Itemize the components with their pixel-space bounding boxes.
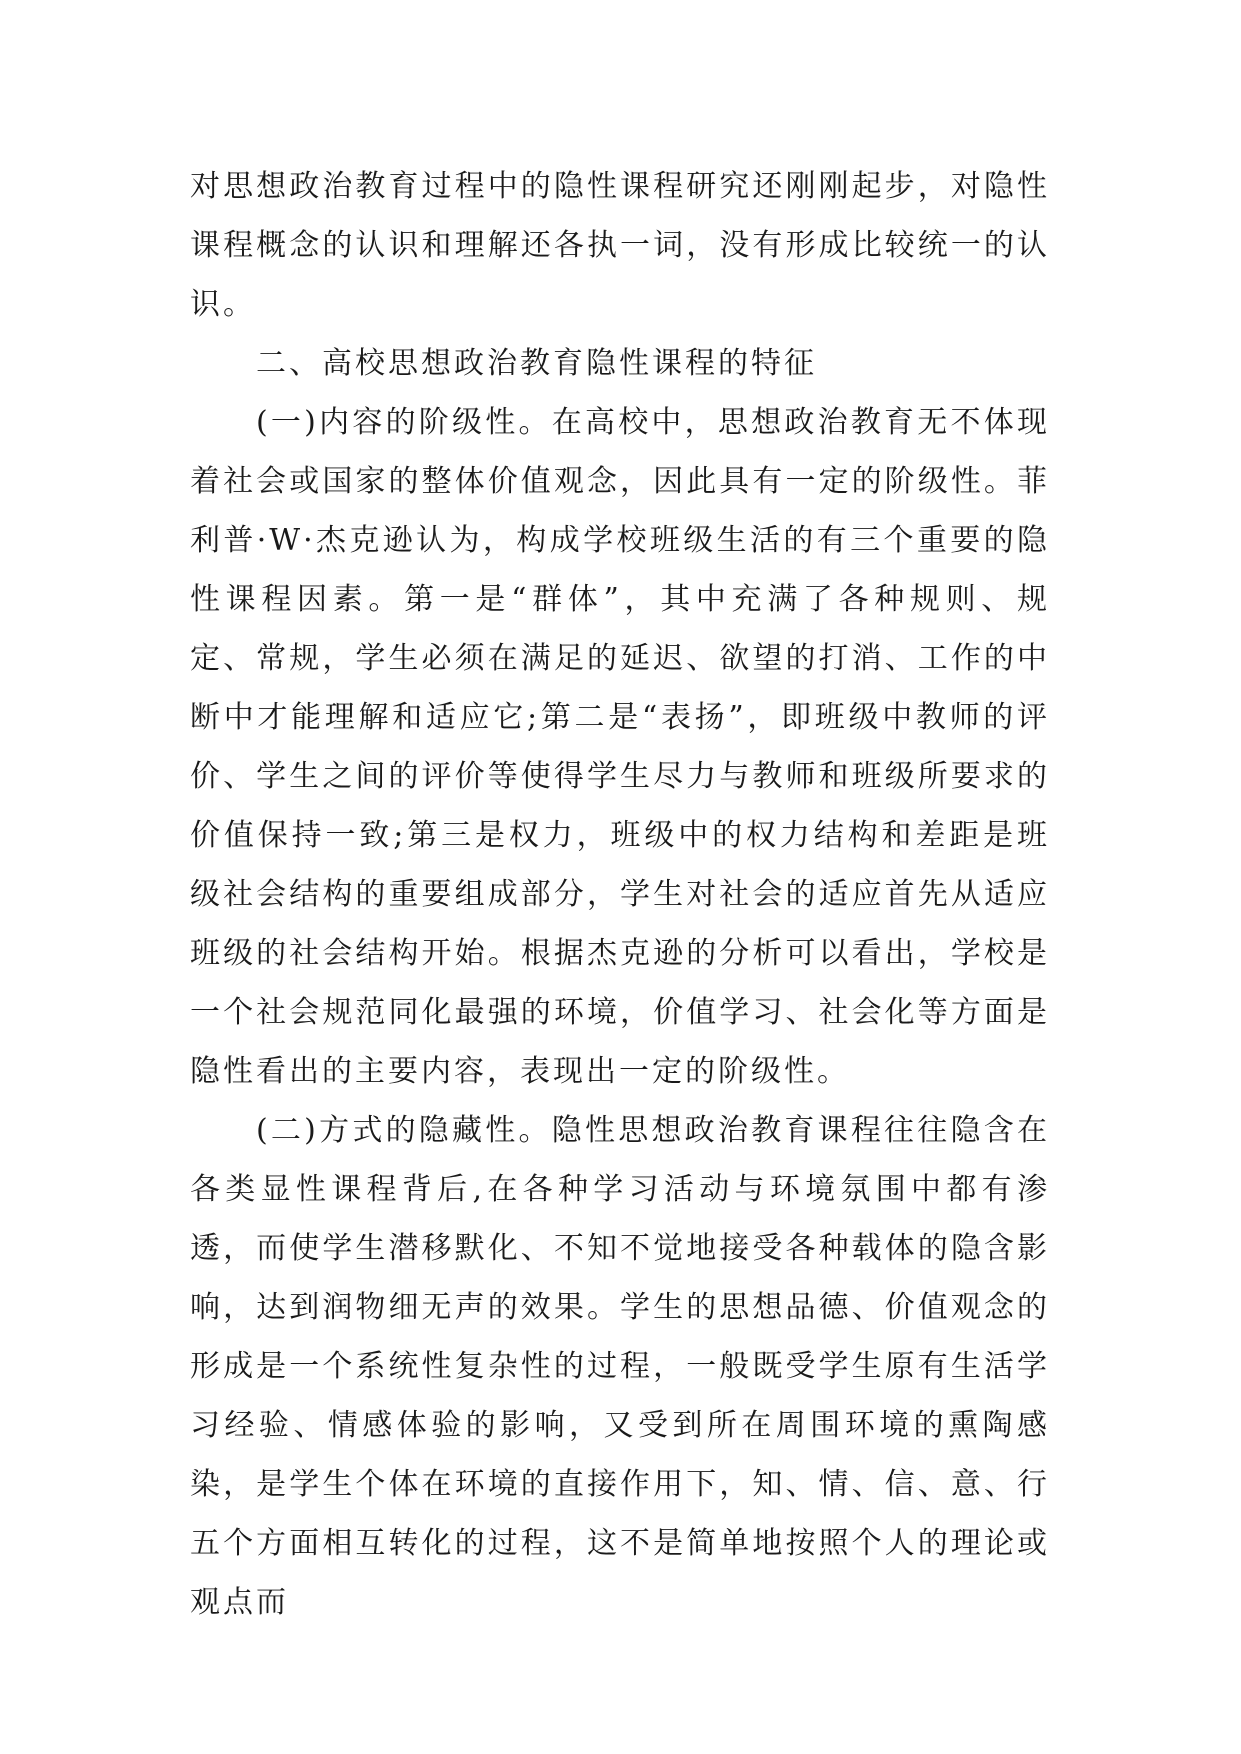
- paragraph-intro: 对思想政治教育过程中的隐性课程研究还刚刚起步，对隐性课程概念的认识和理解还各执一词，没有形成比较统一的认识。: [190, 169, 1050, 322]
- paragraph-class-nature: (一)内容的阶级性。在高校中，思想政治教育无不体现着社会或国家的整体价值观念，因此具有一定的阶级性。菲利普·W·杰克逊认为，构成学校班级生活的有三个重要的隐性课程因素。第一是“群体”，其中充满了各种规则、规定、常规，学生必须在满足的延迟、欲望的打消、工作的中断中才能理解和适应它;第二是“表扬”，即班级中教师的评价、学生之间的评价等使得学生尽力与教师和班级所要求的价值保持一致;第三是权力，班级中的权力结构和差距是班级社会结构的重要组成部分，学生对社会的适应首先从适应班级的社会结构开始。根据杰克逊的分析可以看出，学校是一个社会规范同化最强的环境，价值学习、社会化等方面是隐性看出的主要内容，表现出一定的阶级性。: [190, 405, 1050, 1089]
- section-heading: 二、高校思想政治教育隐性课程的特征: [256, 346, 817, 381]
- body-text: [190, 157, 1050, 1632]
- paragraph-hidden-method: (二)方式的隐藏性。隐性思想政治教育课程往往隐含在各类显性课程背后,在各种学习活动与环境氛围中都有渗透，而使学生潜移默化、不知不觉地接受各种载体的隐含影响，达到润物细无声的效果。学生的思想品德、价值观念的形成是一个系统性复杂性的过程，一般既受学生原有生活学习经验、情感体验的影响，又受到所在周围环境的熏陶感染，是学生个体在环境的直接作用下，知、情、信、意、行五个方面相互转化的过程，这不是简单地按照个人的理论或观点而: [190, 1113, 1050, 1620]
